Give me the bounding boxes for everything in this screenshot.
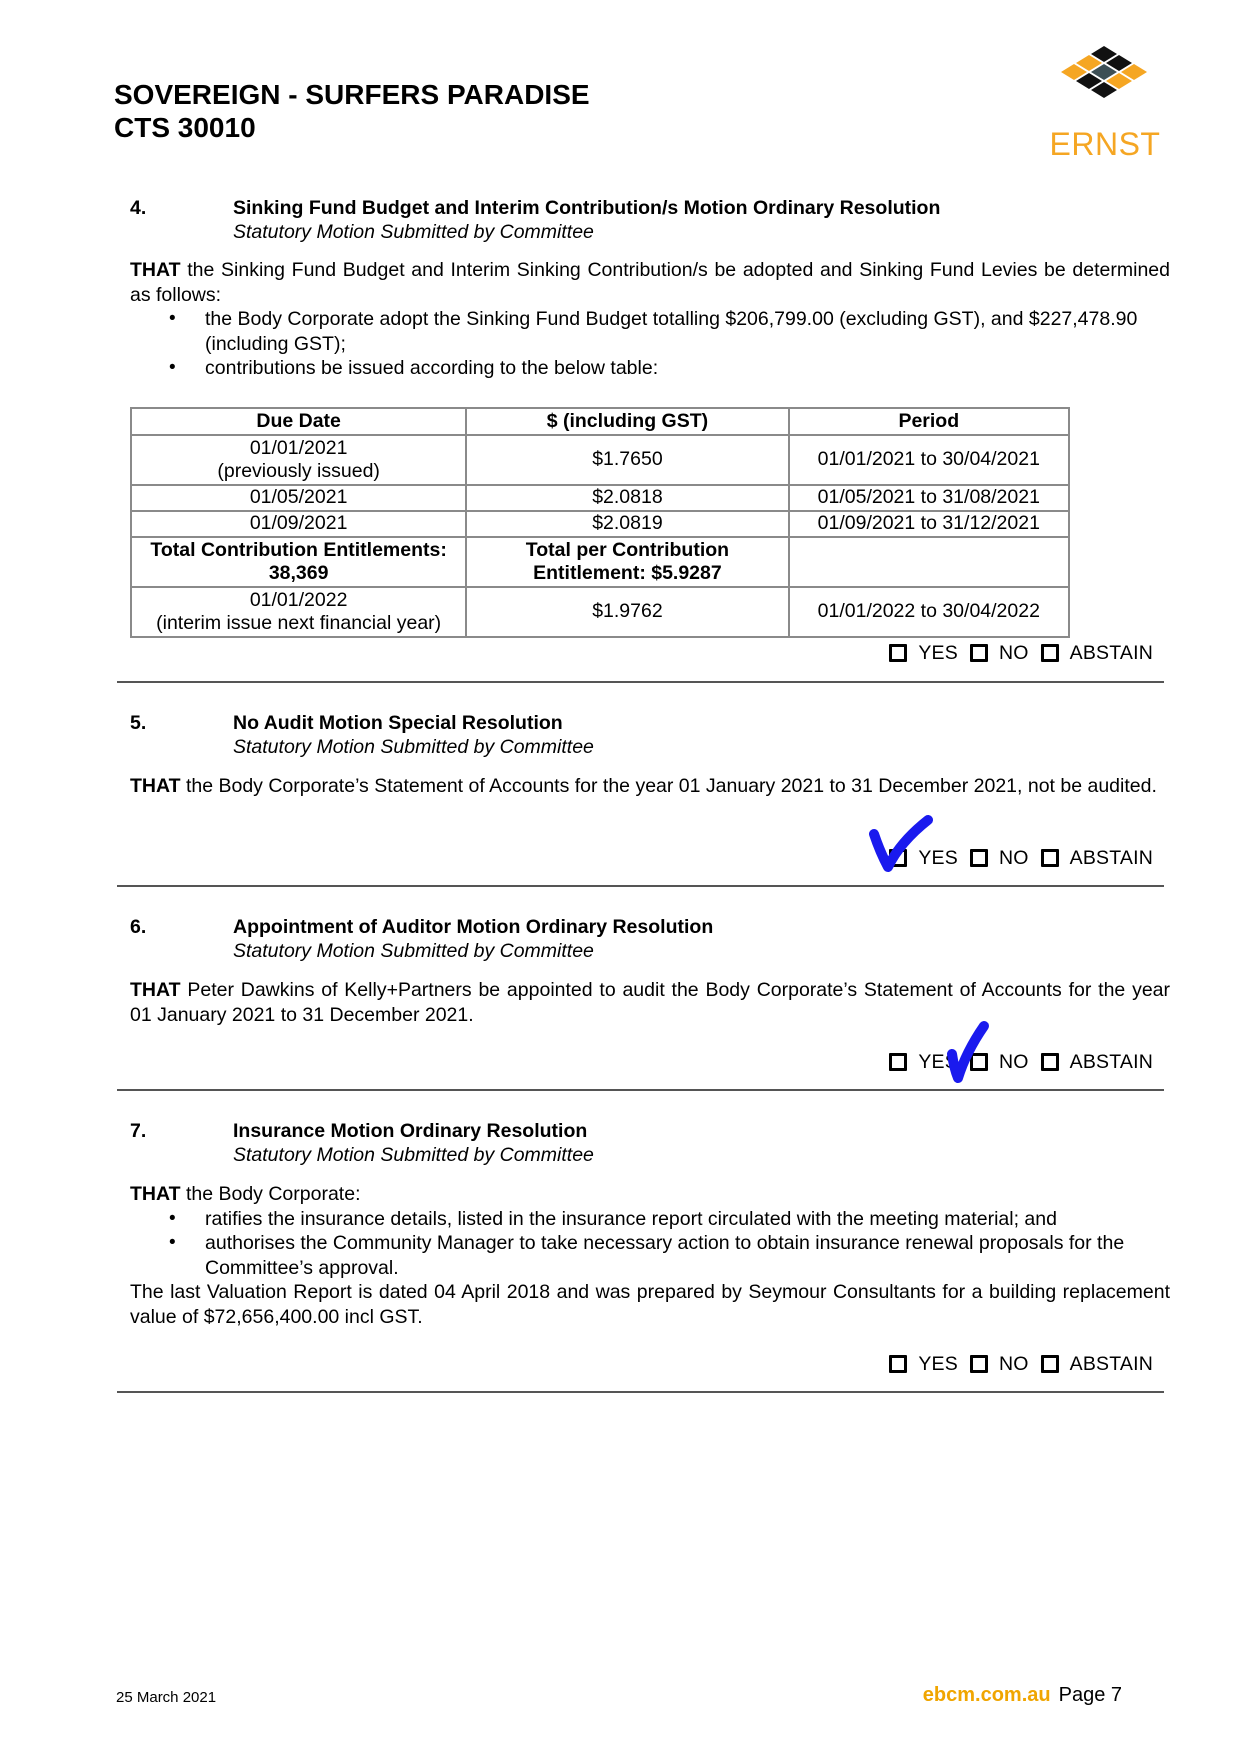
checkbox-icon[interactable] [1041, 1053, 1059, 1071]
table-row [131, 435, 1069, 485]
motion-7 [130, 1119, 1170, 1329]
vote-no[interactable]: NO [970, 846, 1029, 870]
diamond-grid-logo-icon [1052, 44, 1156, 124]
period-cell: 01/01/2021 to 30/04/2021 [789, 435, 1069, 485]
that-keyword: THAT [130, 775, 181, 797]
due-date-cell: 01/05/2021 [131, 485, 466, 511]
vote-no[interactable]: NO [970, 641, 1029, 665]
section-divider [117, 1391, 1164, 1393]
motion-number: 6. [130, 916, 147, 938]
bullet-item: • ratifies the insurance details, listed in the insurance report circulated with the meeting material; and [169, 1207, 1057, 1230]
due-date-cell: 01/09/2021 [131, 511, 466, 537]
checkbox-icon[interactable] [889, 644, 907, 662]
logo-text: ERNST [1049, 126, 1161, 162]
amount-cell: $2.0819 [466, 511, 788, 537]
footer-date: 25 March 2021 [116, 1689, 217, 1706]
motion-subtitle: Statutory Motion Submitted by Committee [233, 940, 594, 962]
column-header: Due Date [131, 408, 466, 435]
bullet-icon: • [169, 1232, 176, 1253]
section-divider [117, 681, 1164, 683]
due-date-cell: 01/01/2022 (interim issue next financial year) [131, 587, 466, 637]
checkbox-icon[interactable] [970, 849, 988, 867]
that-keyword: THAT [130, 259, 181, 281]
motion-title: Insurance Motion Ordinary Resolution [233, 1120, 588, 1142]
valuation-note: The last Valuation Report is dated 04 April 2018 and was prepared by Seymour Consultants for a building replacement value of $72,656,400.00 incl GST. [130, 1281, 1170, 1328]
section-divider [117, 1089, 1164, 1091]
bullet-item: • the Body Corporate adopt the Sinking Fund Budget totalling $206,799.00 (excluding GST), and $227,478.90 (including GST); [169, 308, 1138, 355]
footer-right [923, 1684, 1122, 1707]
scheme-number: CTS 30010 [114, 112, 256, 143]
vote-yes[interactable]: YES [889, 1050, 958, 1074]
amount-cell: $1.7650 [466, 435, 788, 485]
checkbox-icon[interactable] [889, 1355, 907, 1373]
motion-bullets [130, 307, 1170, 381]
bullet-icon: • [169, 1207, 176, 1229]
motion-body: THAT the Body Corporate: [130, 1183, 361, 1205]
checkbox-icon[interactable] [889, 1053, 907, 1071]
vote-options-motion-5 [877, 846, 1153, 870]
bullet-item: • authorises the Community Manager to take necessary action to obtain insurance renewal proposals for the Committee’s approval. [169, 1232, 1125, 1279]
contribution-table [130, 407, 1070, 638]
vote-options-motion-6 [877, 1050, 1153, 1074]
bullet-item: • contributions be issued according to the below table: [169, 357, 659, 379]
total-entitlements-cell: Total Contribution Entitlements: 38,369 [131, 537, 466, 587]
motion-4 [130, 196, 1170, 381]
motion-5 [130, 711, 1170, 799]
vote-no[interactable]: NO [970, 1352, 1029, 1376]
total-per-entitlement-cell: Total per Contribution Entitlement: $5.9287 [466, 537, 788, 587]
page-number: Page 7 [1058, 1684, 1122, 1706]
amount-cell: $2.0818 [466, 485, 788, 511]
motion-body: THAT the Sinking Fund Budget and Interim Sinking Contribution/s be adopted and Sinking Fund Levies be determined as follows: [130, 259, 1170, 306]
motion-bullets [130, 1207, 1170, 1281]
motion-title: Appointment of Auditor Motion Ordinary Resolution [233, 916, 714, 938]
column-header: Period [789, 408, 1069, 435]
motion-subtitle: Statutory Motion Submitted by Committee [233, 736, 594, 758]
motion-title: Sinking Fund Budget and Interim Contribution/s Motion Ordinary Resolution [233, 197, 941, 219]
that-keyword: THAT [130, 1183, 181, 1205]
checkbox-icon[interactable] [970, 644, 988, 662]
vote-abstain[interactable]: ABSTAIN [1041, 1050, 1153, 1074]
vote-abstain[interactable]: ABSTAIN [1041, 641, 1153, 665]
bullet-icon: • [169, 308, 176, 329]
period-cell: 01/09/2021 to 31/12/2021 [789, 511, 1069, 537]
scheme-name: SOVEREIGN - SURFERS PARADISE [114, 79, 590, 110]
table-row [131, 587, 1069, 637]
motion-subtitle: Statutory Motion Submitted by Committee [233, 1144, 594, 1166]
table-header-row [131, 408, 1069, 435]
vote-yes[interactable]: YES [889, 846, 958, 870]
table-totals-row [131, 537, 1069, 587]
due-date-cell: 01/01/2021 (previously issued) [131, 435, 466, 485]
motion-body: THAT the Body Corporate’s Statement of Accounts for the year 01 January 2021 to 31 December 2021, not be audited. [130, 775, 1157, 797]
checkbox-icon[interactable] [970, 1355, 988, 1373]
checkbox-icon[interactable] [1041, 644, 1059, 662]
vote-no[interactable]: NO [970, 1050, 1029, 1074]
table-row [131, 485, 1069, 511]
section-divider [117, 885, 1164, 887]
motion-number: 7. [130, 1120, 147, 1142]
vote-abstain[interactable]: ABSTAIN [1041, 846, 1153, 870]
vote-yes[interactable]: YES [889, 1352, 958, 1376]
vote-abstain[interactable]: ABSTAIN [1041, 1352, 1153, 1376]
ernst-logo [1040, 44, 1170, 169]
vote-yes[interactable]: YES [889, 641, 958, 665]
column-header: $ (including GST) [466, 408, 788, 435]
checkbox-icon[interactable] [1041, 849, 1059, 867]
amount-cell: $1.9762 [466, 587, 788, 637]
empty-cell [789, 537, 1069, 587]
vote-options-motion-7 [877, 1352, 1153, 1376]
motion-6 [130, 915, 1170, 1027]
vote-options-motion-4 [877, 641, 1153, 665]
that-keyword: THAT [130, 979, 181, 1001]
checkbox-icon[interactable] [1041, 1355, 1059, 1373]
period-cell: 01/01/2022 to 30/04/2022 [789, 587, 1069, 637]
checkbox-icon[interactable] [970, 1053, 988, 1071]
motion-title: No Audit Motion Special Resolution [233, 712, 563, 734]
table-row [131, 511, 1069, 537]
motion-number: 5. [130, 712, 147, 734]
motion-number: 4. [130, 197, 147, 219]
period-cell: 01/05/2021 to 31/08/2021 [789, 485, 1069, 511]
motion-subtitle: Statutory Motion Submitted by Committee [233, 221, 594, 243]
bullet-icon: • [169, 357, 176, 378]
page-title [114, 78, 590, 144]
motion-body: THAT Peter Dawkins of Kelly+Partners be appointed to audit the Body Corporate’s Statement of Accounts for the year 01 January 2021 to 31 December 2021. [130, 979, 1170, 1026]
checkbox-icon[interactable] [889, 849, 907, 867]
footer-website-link[interactable]: ebcm.com.au [922, 1684, 1051, 1706]
